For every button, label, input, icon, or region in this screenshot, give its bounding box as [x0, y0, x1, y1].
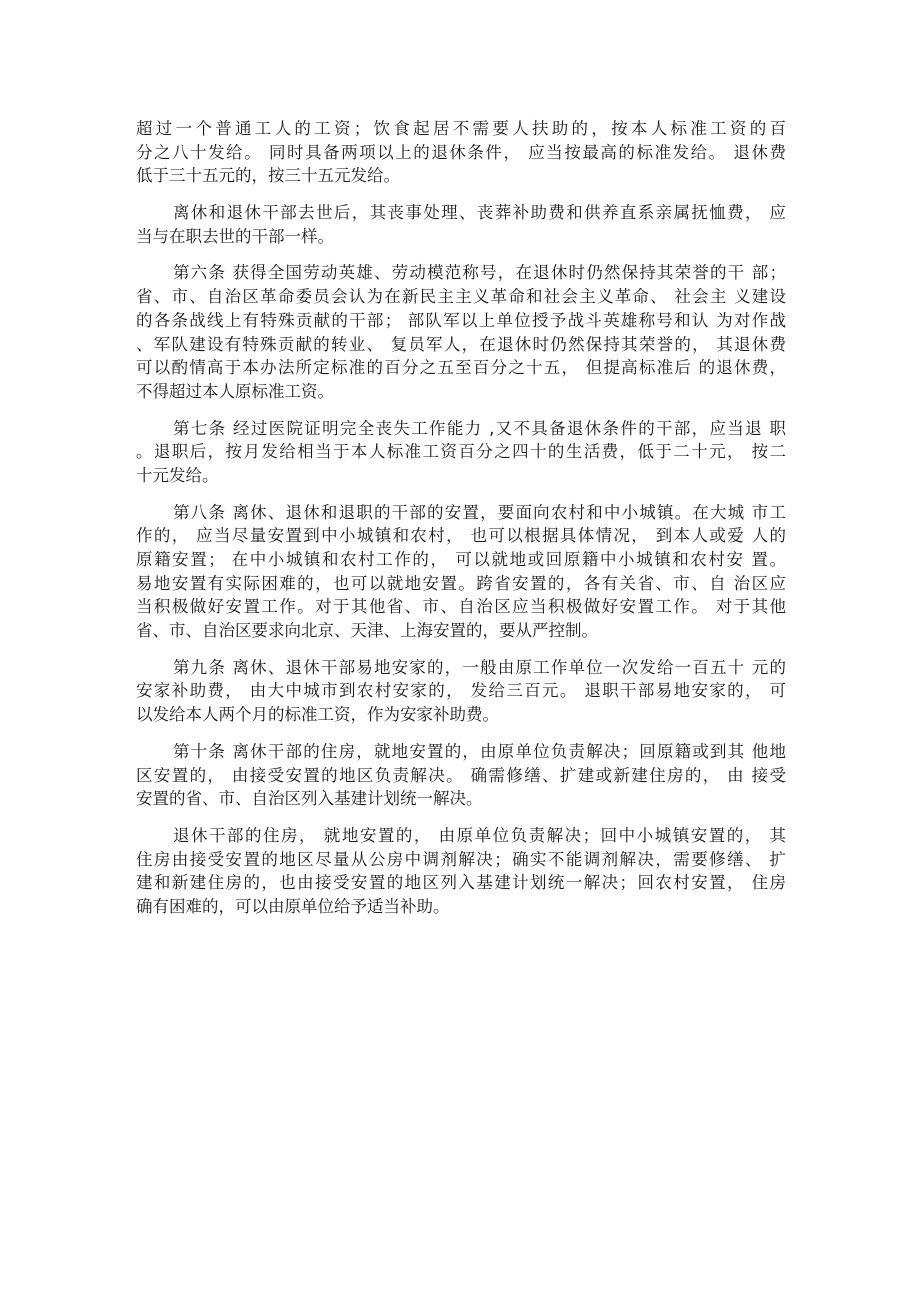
document-body: [136, 117, 786, 932]
text-line: 作的， 应当尽量安置到中小城镇和农村， 也可以根据具体情况， 到本人或爱 人的: [136, 526, 786, 546]
text-line: 当积极做好安置工作。对于其他省、市、自治区应当积极做好安置工作。 对于其他: [136, 597, 786, 617]
paragraph: [136, 201, 786, 248]
text-line: 当与在职去世的干部一样。: [136, 226, 334, 246]
text-line: 第八条 离休、退休和退职的干部的安置，要面向农村和中小城镇。在大城 市工: [173, 502, 786, 522]
text-line: 第七条 经过医院证明完全丧失工作能力 ,又不具备退休条件的干部，应当退 职: [173, 418, 786, 438]
text-line: 离休和退休干部去世后，其丧事处理、丧葬补助费和供养直系亲属抚恤费， 应: [173, 203, 786, 223]
text-line: 可以酌情高于本办法所定标准的百分之五至百分之十五， 但提高标准后 的退休费，: [136, 358, 786, 378]
text-line: 不得超过本人原标准工资。: [136, 381, 334, 401]
text-line: 第十条 离休干部的住房，就地安置的，由原单位负责解决；回原籍或到其 他地: [173, 741, 786, 761]
paragraph: [136, 117, 786, 188]
text-line: 安置的省、市、自治区列入基建计划统一解决。: [136, 789, 483, 809]
text-line: 十元发给。: [136, 465, 219, 485]
text-line: 住房由接受安置的地区尽量从公房中调剂解决；确实不能调剂解决，需要修缮、 扩: [136, 849, 786, 869]
text-line: 低于三十五元的，按三十五元发给。: [136, 166, 400, 186]
paragraph: [136, 417, 786, 488]
text-line: 以发给本人两个月的标准工资，作为安家补助费。: [136, 705, 499, 725]
text-line: 省、市、自治区革命委员会认为在新民主主义革命和社会主义革命、 社会主 义建设: [136, 287, 786, 307]
paragraph: [136, 740, 786, 811]
text-line: 超过一个普通工人的工资；饮食起居不需要人扶助的，按本人标准工资的百: [136, 119, 786, 138]
paragraph: [136, 261, 786, 403]
text-line: 省、市、自治区要求向北京、天津、上海安置的，要从严控制。: [136, 621, 598, 641]
text-line: 区安置的， 由接受安置的地区负责解决。 确需修缮、扩建或新建住房的， 由 接受: [136, 765, 786, 785]
text-line: 第九条 离休、退休干部易地安家的，一般由原工作单位一次发给一百五十 元的: [173, 657, 786, 677]
text-line: 建和新建住房的，也由接受安置的地区列入基建计划统一解决；回农村安置， 住房: [136, 873, 786, 893]
paragraph: [136, 824, 786, 919]
text-line: 。退职后，按月发给相当于本人标准工资百分之四十的生活费，低于二十元， 按二: [136, 442, 786, 462]
text-line: 、军队建设有特殊贡献的转业、 复员军人，在退休时仍然保持其荣誉的， 其退休费: [136, 334, 786, 354]
text-line: 原籍安置； 在中小城镇和农村工作的， 可以就地或回原籍中小城镇和农村安 置。: [136, 550, 786, 569]
text-line: 分之八十发给。 同时具备两项以上的退休条件， 应当按最高的标准发给。 退休费: [136, 142, 786, 162]
text-line: 易地安置有实际困难的，也可以就地安置。跨省安置的，各有关省、市、自 治区应: [136, 573, 786, 593]
text-line: 安家补助费， 由大中城市到农村安家的， 发给三百元。 退职干部易地安家的， 可: [136, 681, 786, 701]
text-line: 第六条 获得全国劳动英雄、劳动模范称号，在退休时仍然保持其荣誉的干 部；: [173, 263, 786, 283]
paragraph: [136, 501, 786, 643]
paragraph: [136, 656, 786, 727]
text-line: 的各条战线上有特殊贡献的干部； 部队军以上单位授予战斗英雄称号和认 为对作战: [136, 310, 786, 330]
text-line: 退休干部的住房， 就地安置的， 由原单位负责解决；回中小城镇安置的， 其: [173, 825, 786, 845]
text-line: 确有困难的，可以由原单位给予适当补助。: [136, 896, 450, 916]
